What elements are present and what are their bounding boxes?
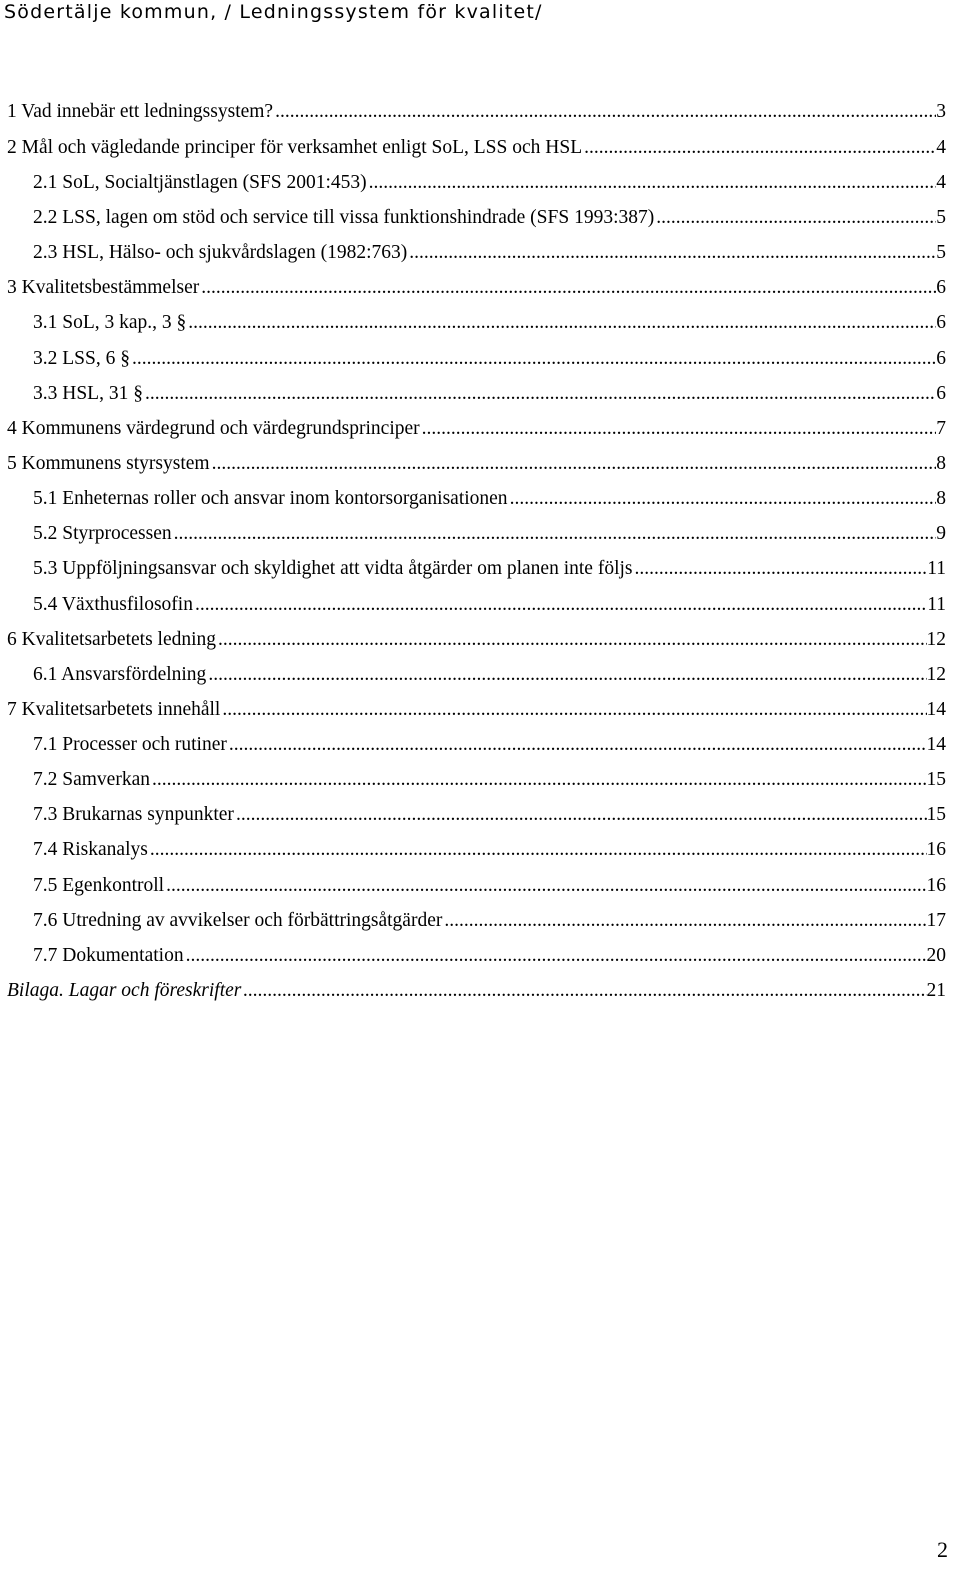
toc-entry-7-7[interactable]	[33, 941, 946, 971]
toc-entry-title: 7.5 Egenkontroll	[33, 875, 165, 896]
toc-entry-6-1[interactable]	[33, 660, 946, 690]
toc-entry-5-4[interactable]	[33, 590, 946, 620]
toc-entry-title: 3.1 SoL, 3 kap., 3 §	[33, 312, 187, 333]
toc-entry-title: 7.1 Processer och rutiner	[33, 734, 227, 755]
toc-entry-7-1[interactable]	[33, 730, 946, 760]
toc-leader-dots	[150, 835, 927, 865]
toc-entry-title: 7.3 Brukarnas synpunkter	[33, 804, 234, 825]
toc-entry-page: 12	[926, 629, 946, 650]
toc-leader-dots	[166, 871, 926, 901]
toc-entry-title: 5 Kommunens styrsystem	[7, 453, 210, 474]
toc-entry-title: 1 Vad innebär ett ledningssystem?	[7, 101, 274, 122]
toc-leader-dots	[275, 97, 936, 127]
toc-entry-page: 5	[936, 242, 946, 263]
toc-leader-dots	[369, 168, 937, 198]
toc-entry-title: 3.3 HSL, 31 §	[33, 383, 143, 404]
toc-leader-dots	[229, 730, 927, 760]
toc-leader-dots	[584, 133, 936, 163]
toc-entry-page: 15	[926, 769, 946, 790]
toc-entry-title: 7.4 Riskanalys	[33, 839, 148, 860]
toc-entry-page: 16	[926, 839, 946, 860]
toc-entry-page: 11	[927, 558, 946, 579]
document-header: Södertälje kommun, / Ledningssystem för kvalitet/	[4, 1, 543, 23]
toc-leader-dots	[236, 800, 927, 830]
toc-entry-appendix[interactable]	[7, 976, 946, 1006]
toc-leader-dots	[195, 590, 927, 620]
toc-leader-dots	[222, 695, 926, 725]
toc-entry-7-4[interactable]	[33, 835, 946, 865]
toc-entry-title: 7.2 Samverkan	[33, 769, 150, 790]
toc-leader-dots	[212, 449, 937, 479]
toc-entry-page: 6	[936, 383, 946, 404]
toc-entry-5[interactable]	[7, 449, 946, 479]
toc-entry-title: 7.7 Dokumentation	[33, 945, 184, 966]
toc-entry-7[interactable]	[7, 695, 946, 725]
toc-entry-page: 20	[926, 945, 946, 966]
toc-entry-title: 7.6 Utredning av avvikelser och förbättringsåtgärder	[33, 910, 443, 931]
toc-entry-page: 4	[936, 137, 946, 158]
toc-entry-page: 3	[936, 101, 946, 122]
toc-leader-dots	[656, 203, 936, 233]
toc-leader-dots	[208, 660, 926, 690]
toc-entry-3-1[interactable]	[33, 308, 946, 338]
toc-entry-title: 2 Mål och vägledande principer för verksamhet enligt SoL, LSS och HSL	[7, 137, 583, 158]
toc-entry-3-2[interactable]	[33, 344, 946, 374]
toc-entry-page: 4	[936, 172, 946, 193]
toc-entry-page: 15	[926, 804, 946, 825]
toc-leader-dots	[145, 379, 936, 409]
toc-entry-page: 6	[936, 348, 946, 369]
toc-entry-page: 17	[926, 910, 946, 931]
toc-leader-dots	[510, 484, 937, 514]
toc-entry-7-5[interactable]	[33, 871, 946, 901]
toc-entry-page: 9	[936, 523, 946, 544]
toc-leader-dots	[152, 765, 927, 795]
toc-entry-page: 14	[926, 699, 946, 720]
toc-entry-page: 6	[936, 312, 946, 333]
toc-entry-7-3[interactable]	[33, 800, 946, 830]
toc-leader-dots	[635, 554, 928, 584]
toc-entry-title: 5.1 Enheternas roller och ansvar inom kontorsorganisationen	[33, 488, 508, 509]
toc-entry-4[interactable]	[7, 414, 946, 444]
toc-leader-dots	[186, 941, 927, 971]
toc-entry-title: 5.4 Växthusfilosofin	[33, 594, 193, 615]
toc-entry-2-3[interactable]	[33, 238, 946, 268]
toc-entry-5-1[interactable]	[33, 484, 946, 514]
toc-entry-page: 7	[936, 418, 946, 439]
toc-entry-title: 2.2 LSS, lagen om stöd och service till vissa funktionshindrade (SFS 1993:387)	[33, 207, 655, 228]
toc-entry-3[interactable]	[7, 273, 946, 303]
toc-entry-title: 5.3 Uppföljningsansvar och skyldighet att vidta åtgärder om planen inte följs	[33, 558, 633, 579]
page-number: 2	[937, 1537, 948, 1562]
toc-entry-page: 16	[926, 875, 946, 896]
toc-entry-page: 8	[936, 453, 946, 474]
toc-entry-title: 3.2 LSS, 6 §	[33, 348, 130, 369]
toc-entry-2-1[interactable]	[33, 168, 946, 198]
toc-entry-title: 7 Kvalitetsarbetets innehåll	[7, 699, 221, 720]
toc-entry-5-2[interactable]	[33, 519, 946, 549]
toc-entry-6[interactable]	[7, 625, 946, 655]
toc-entry-page: 14	[926, 734, 946, 755]
toc-entry-2-2[interactable]	[33, 203, 946, 233]
toc-entry-page: 21	[926, 980, 946, 1001]
toc-leader-dots	[174, 519, 937, 549]
toc-entry-title: 5.2 Styrprocessen	[33, 523, 172, 544]
toc-entry-page: 11	[927, 594, 946, 615]
toc-leader-dots	[409, 238, 936, 268]
toc-entry-7-2[interactable]	[33, 765, 946, 795]
toc-leader-dots	[422, 414, 937, 444]
toc-entry-title: 2.3 HSL, Hälso- och sjukvårdslagen (1982:763)	[33, 242, 408, 263]
toc-entry-title: 6.1 Ansvarsfördelning	[33, 664, 207, 685]
toc-entry-2[interactable]	[7, 133, 946, 163]
toc-entry-title: 4 Kommunens värdegrund och värdegrundsprinciper	[7, 418, 420, 439]
toc-entry-7-6[interactable]	[33, 906, 946, 936]
toc-entry-page: 8	[936, 488, 946, 509]
toc-entry-page: 5	[936, 207, 946, 228]
toc-entry-title: 2.1 SoL, Socialtjänstlagen (SFS 2001:453)	[33, 172, 367, 193]
toc-entry-3-3[interactable]	[33, 379, 946, 409]
toc-entry-5-3[interactable]	[33, 554, 946, 584]
toc-leader-dots	[132, 344, 936, 374]
toc-entry-title: Bilaga. Lagar och föreskrifter	[7, 980, 242, 1001]
toc-leader-dots	[201, 273, 936, 303]
toc-leader-dots	[243, 976, 926, 1006]
toc-leader-dots	[218, 625, 926, 655]
toc-leader-dots	[444, 906, 926, 936]
toc-entry-page: 6	[936, 277, 946, 298]
toc-entry-1[interactable]	[7, 97, 946, 127]
toc-entry-title: 3 Kvalitetsbestämmelser	[7, 277, 200, 298]
toc-leader-dots	[188, 308, 936, 338]
toc-entry-title: 6 Kvalitetsarbetets ledning	[7, 629, 217, 650]
toc-entry-page: 12	[926, 664, 946, 685]
